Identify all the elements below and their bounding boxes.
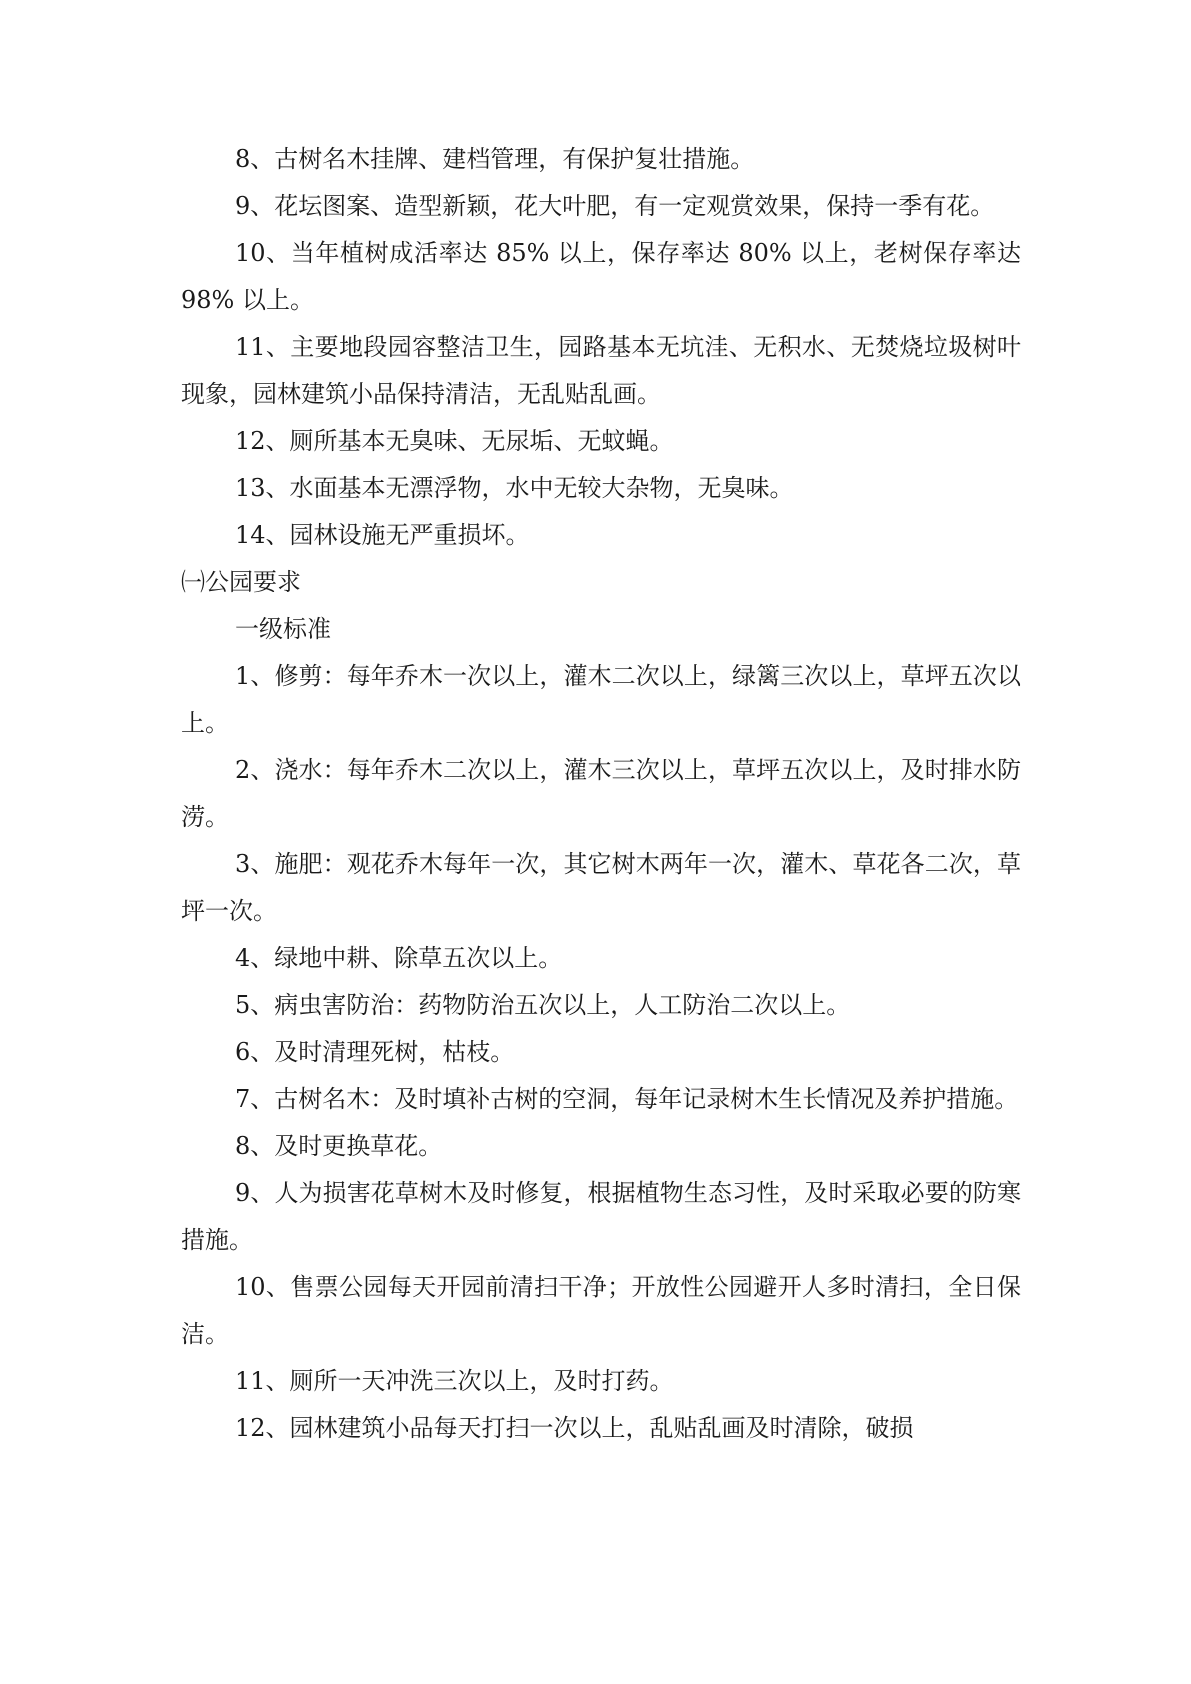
paragraph: 9、花坛图案、造型新颖，花大叶肥，有一定观赏效果，保持一季有花。 [235,192,995,220]
paragraph: 5、病虫害防治：药物防治五次以上，人工防治二次以上。 [235,991,851,1019]
paragraph: 14、园林设施无严重损坏。 [235,521,530,549]
paragraph: 10、售票公园每天开园前清扫干净；开放性公园避开人多时清扫，全日保洁。 [181,1273,1021,1348]
paragraph: 11、主要地段园容整洁卫生，园路基本无坑洼、无积水、无焚烧垃圾树叶现象，园林建筑小品保持清洁，无乱贴乱画。 [181,333,1021,408]
paragraph: 11、厕所一天冲洗三次以上，及时打药。 [235,1367,674,1395]
paragraph: 12、厕所基本无臭味、无尿垢、无蚊蝇。 [235,427,674,455]
paragraph: 1、修剪：每年乔木一次以上，灌木二次以上，绿篱三次以上，草坪五次以上。 [181,662,1021,737]
paragraph: 2、浇水：每年乔木二次以上，灌木三次以上，草坪五次以上，及时排水防涝。 [181,756,1021,831]
subsection-heading: 一级标准 [235,615,331,643]
section-heading: ㈠公园要求 [181,568,301,596]
document-body [181,136,1021,1452]
paragraph: 8、古树名木挂牌、建档管理，有保护复壮措施。 [235,145,755,173]
paragraph: 4、绿地中耕、除草五次以上。 [235,944,563,972]
paragraph: 13、水面基本无漂浮物，水中无较大杂物，无臭味。 [235,474,794,502]
paragraph: 3、施肥：观花乔木每年一次，其它树木两年一次，灌木、草花各二次，草坪一次。 [181,850,1021,925]
paragraph: 12、园林建筑小品每天打扫一次以上，乱贴乱画及时清除，破损 [235,1414,914,1442]
paragraph: 6、及时清理死树，枯枝。 [235,1038,515,1066]
paragraph: 9、人为损害花草树木及时修复，根据植物生态习性，及时采取必要的防寒措施。 [181,1179,1021,1254]
paragraph: 8、及时更换草花。 [235,1132,443,1160]
paragraph: 10、当年植树成活率达 85% 以上，保存率达 80% 以上，老树保存率达 98% 以上。 [181,239,1021,314]
paragraph: 7、古树名木：及时填补古树的空洞，每年记录树木生长情况及养护措施。 [235,1085,1019,1113]
